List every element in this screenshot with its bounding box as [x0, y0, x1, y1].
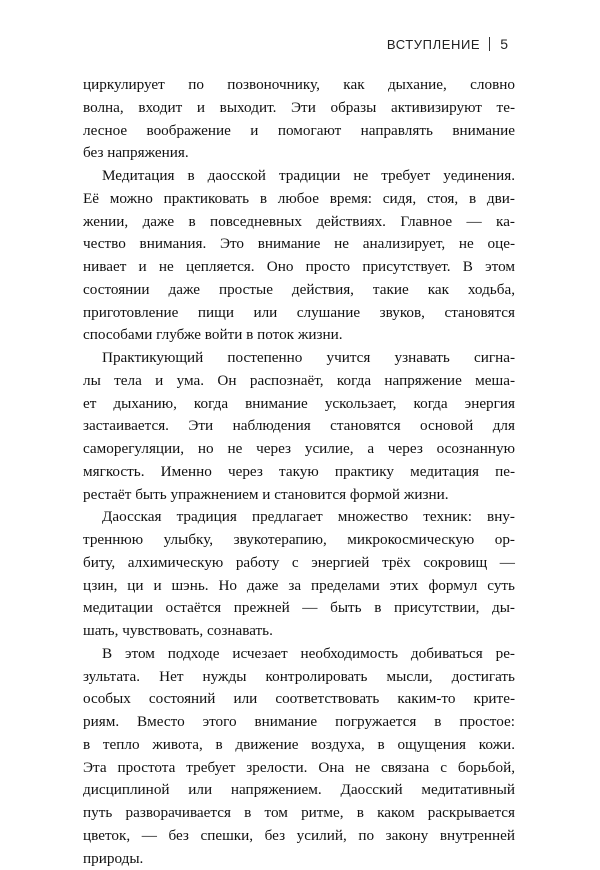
text-line: без напряжения.: [83, 142, 515, 165]
body-text: [83, 74, 515, 870]
text-line: Её можно практиковать в любое время: сидя, стоя, в дви-: [83, 188, 515, 211]
text-line: медитации остаётся прежней — быть в присутствии, ды-: [83, 597, 515, 620]
text-line: мягкость. Именно через такую практику медитация пе-: [83, 461, 515, 484]
text-line: цветок, — без спешки, без усилий, по закону внутренней: [83, 825, 515, 848]
text-line: зультата. Нет нужды контролировать мысли, достигать: [83, 666, 515, 689]
text-line: шать, чувствовать, сознавать.: [83, 620, 515, 643]
text-line: цзин, ци и шэнь. Но даже за пределами этих формул суть: [83, 575, 515, 598]
text-line: ет дыханию, когда внимание ускользает, когда энергия: [83, 393, 515, 416]
text-line: состоянии даже простые действия, такие как ходьба,: [83, 279, 515, 302]
text-line: треннюю улыбку, звукотерапию, микрокосмическую ор-: [83, 529, 515, 552]
paragraph: [83, 347, 515, 506]
text-line: риям. Вместо этого внимание погружается в простое:: [83, 711, 515, 734]
page-number: 5: [500, 36, 508, 52]
text-line: Эта простота требует зрелости. Она не связана с борьбой,: [83, 757, 515, 780]
text-line: нивает и не цепляется. Оно просто присутствует. В этом: [83, 256, 515, 279]
text-line: В этом подходе исчезает необходимость добиваться ре-: [83, 643, 515, 666]
text-line: чество внимания. Это внимание не анализирует, не оце-: [83, 233, 515, 256]
paragraph: [83, 643, 515, 870]
paragraph: [83, 165, 515, 347]
text-line: саморегуляции, но не через усилие, а через осознанную: [83, 438, 515, 461]
text-line: биту, алхимическую работу с энергией трёх сокровищ —: [83, 552, 515, 575]
text-line: рестаёт быть упражнением и становится формой жизни.: [83, 484, 515, 507]
text-line: приготовление пищи или слушание звуков, становятся: [83, 302, 515, 325]
text-line: лы тела и ума. Он распознаёт, когда напряжение меша-: [83, 370, 515, 393]
text-line: циркулирует по позвоночнику, как дыхание, словно: [83, 74, 515, 97]
text-line: дисциплиной или напряжением. Даосский медитативный: [83, 779, 515, 802]
section-title: ВСТУПЛЕНИЕ: [387, 37, 480, 52]
paragraph: [83, 506, 515, 643]
text-line: застаивается. Эти наблюдения становятся основой для: [83, 415, 515, 438]
text-line: путь разворачивается в том ритме, в каком раскрывается: [83, 802, 515, 825]
text-line: особых состояний или соответствовать каким-то крите-: [83, 688, 515, 711]
text-line: жении, даже в повседневных действиях. Главное — ка-: [83, 211, 515, 234]
text-line: Даосская традиция предлагает множество техник: вну-: [83, 506, 515, 529]
text-line: Практикующий постепенно учится узнавать сигна-: [83, 347, 515, 370]
text-line: способами глубже войти в поток жизни.: [83, 324, 515, 347]
paragraph: [83, 74, 515, 165]
header-divider: [489, 37, 490, 51]
text-line: волна, входит и выходит. Эти образы активизируют те-: [83, 97, 515, 120]
text-line: природы.: [83, 848, 515, 870]
text-line: Медитация в даосской традиции не требует уединения.: [83, 165, 515, 188]
running-head: [387, 36, 508, 52]
text-line: в тепло живота, в движение воздуха, в ощущения кожи.: [83, 734, 515, 757]
text-line: лесное воображение и помогают направлять внимание: [83, 120, 515, 143]
